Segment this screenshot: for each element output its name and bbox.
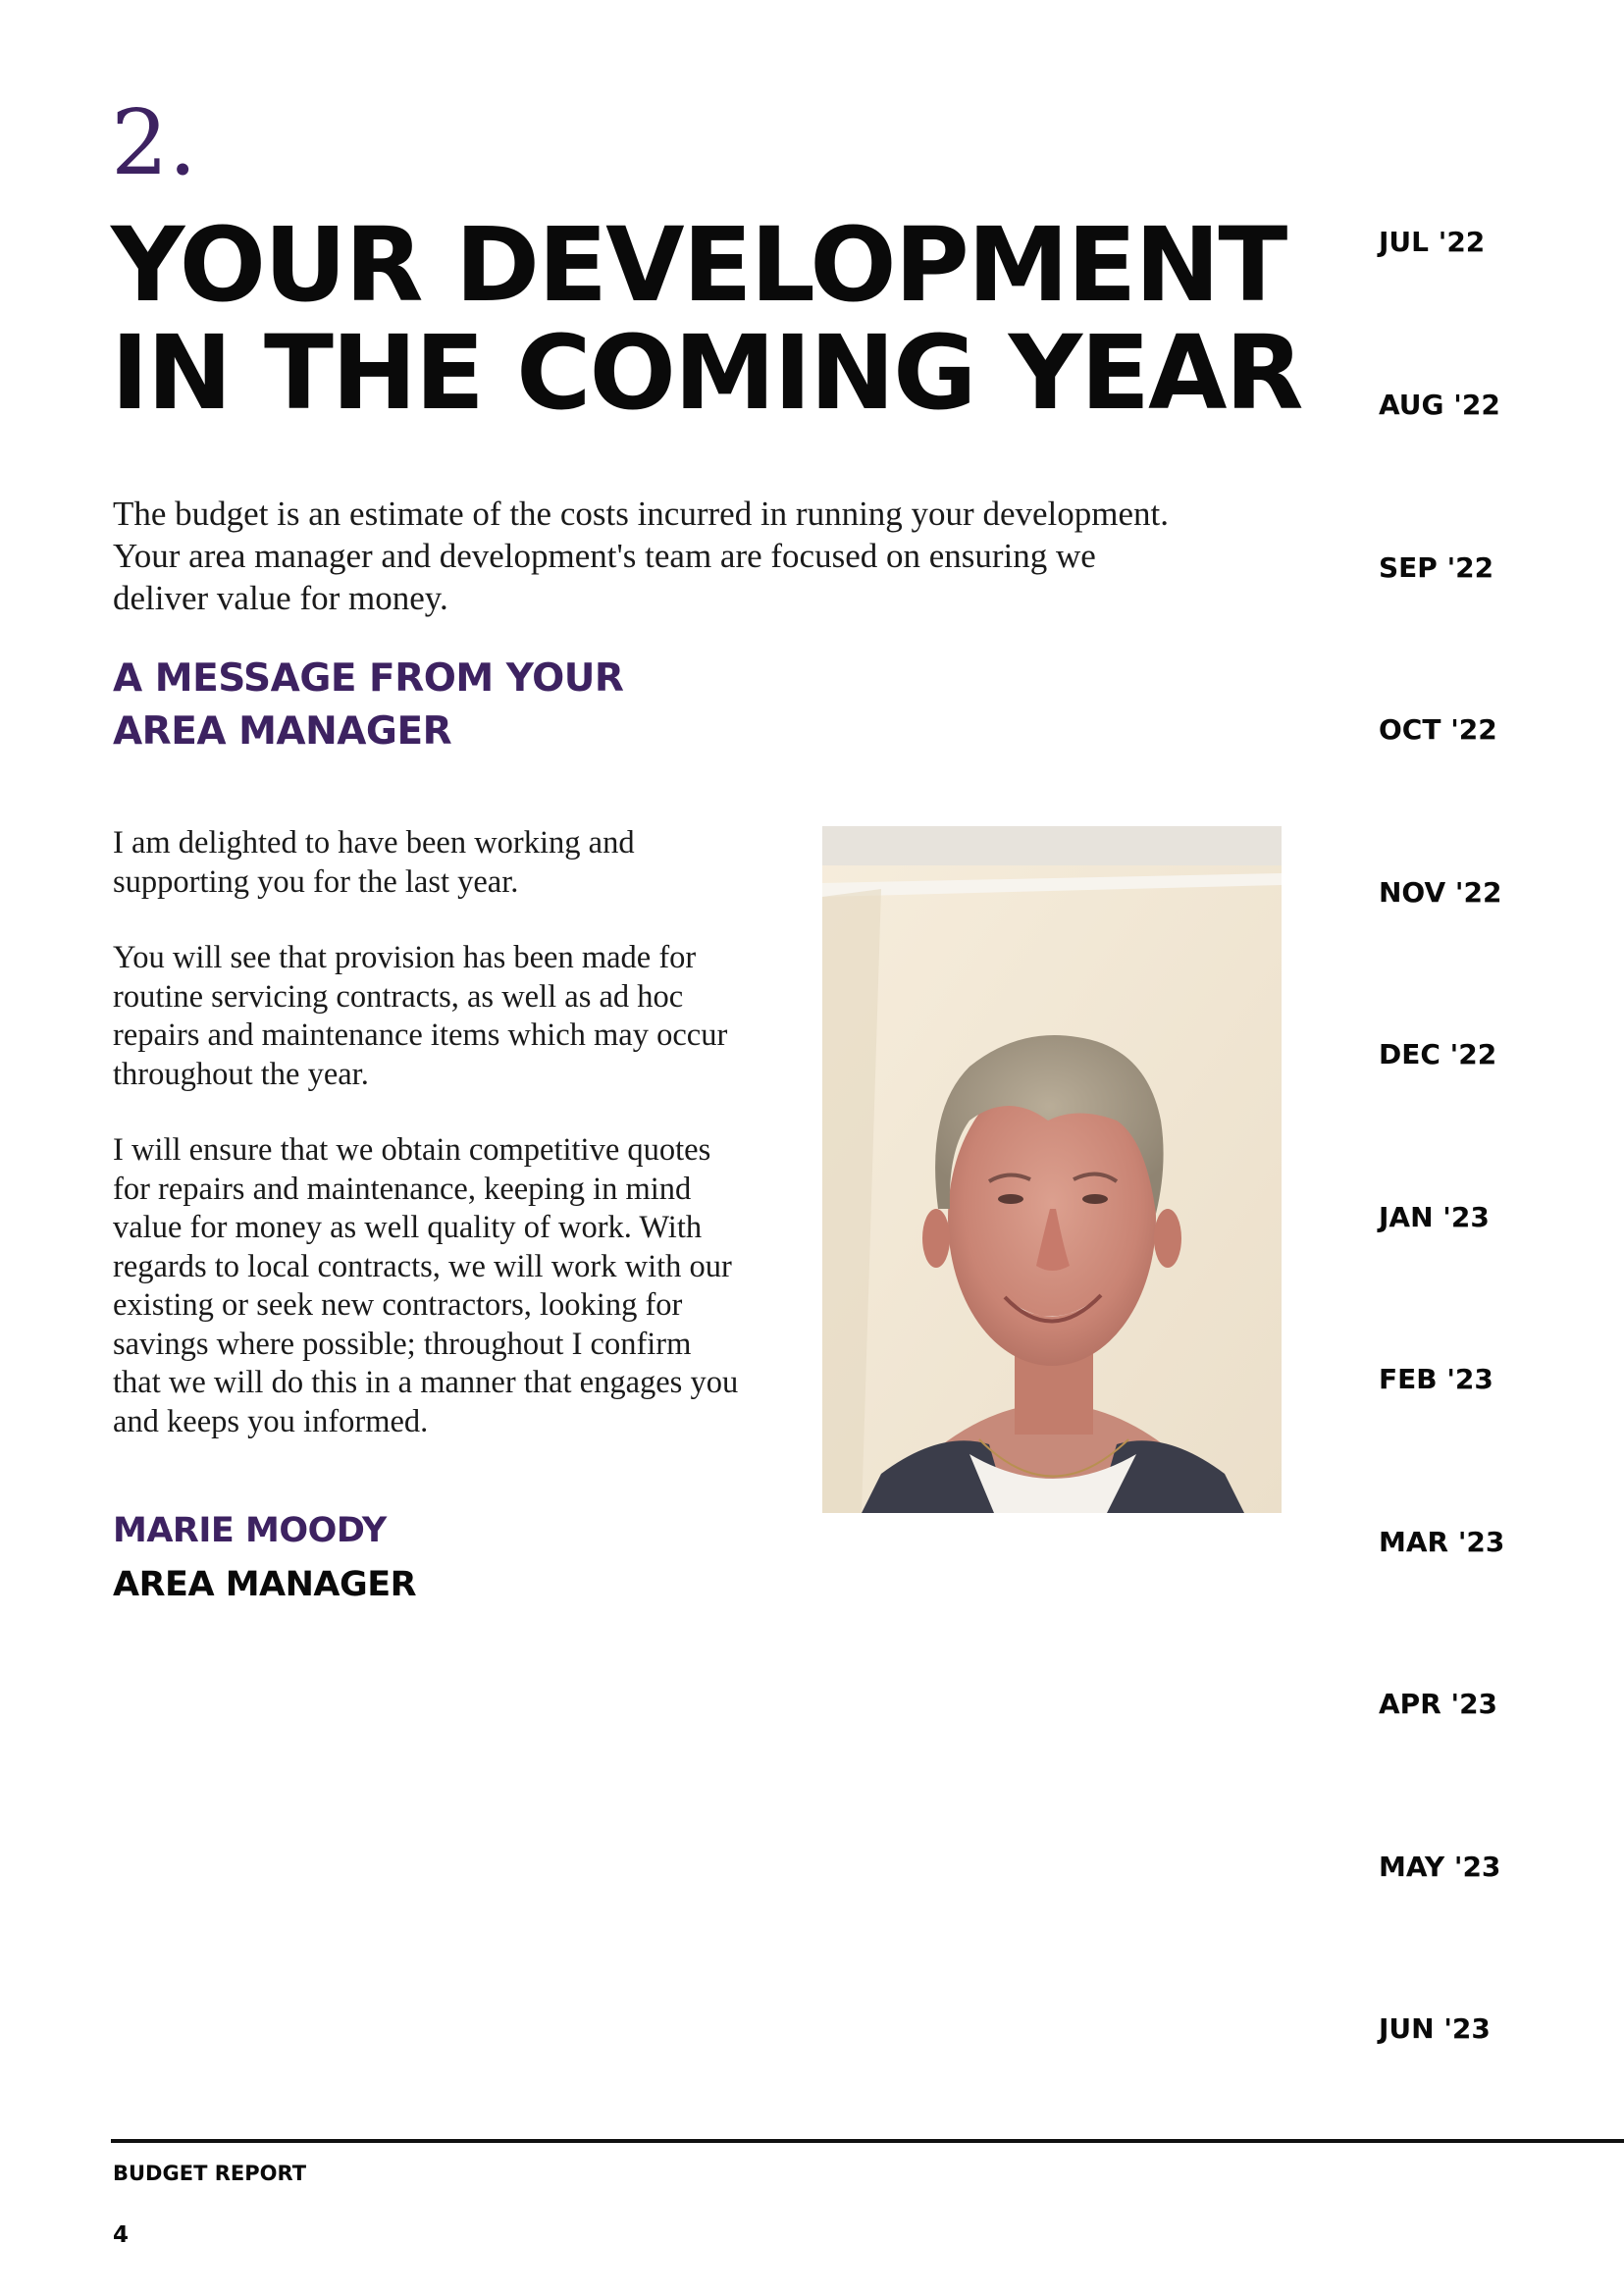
message-paragraph	[113, 1131, 800, 1441]
intro-line: Your area manager and development's team are focused on ensuring we	[113, 537, 1096, 575]
message-line: throughout the year.	[113, 1056, 369, 1092]
message-paragraph	[113, 939, 800, 1094]
message-line: that we will do this in a manner that engages you	[113, 1365, 739, 1400]
page-title-line: YOUR DEVELOPMENT	[111, 205, 1286, 325]
message-line: value for money as well quality of work. With	[113, 1210, 703, 1245]
month-label: SEP '22	[1379, 551, 1494, 584]
month-label: JUL '22	[1379, 226, 1486, 258]
portrait-illustration	[822, 826, 1282, 1513]
month-label: NOV '22	[1379, 876, 1502, 909]
month-label: JAN '23	[1379, 1201, 1490, 1233]
area-manager-photo	[822, 826, 1282, 1513]
message-line: repairs and maintenance items which may occur	[113, 1018, 728, 1053]
message-heading	[113, 652, 623, 758]
section-number: 2.	[111, 90, 197, 195]
signer-name: MARIE MOODY	[113, 1511, 387, 1550]
message-line: savings where possible; throughout I confirm	[113, 1326, 692, 1362]
intro-paragraph	[113, 493, 1339, 619]
message-line: I am delighted to have been working and	[113, 825, 635, 861]
month-label: DEC '22	[1379, 1038, 1497, 1070]
footer-label: BUDGET REPORT	[113, 2162, 307, 2185]
intro-line: deliver value for money.	[113, 579, 448, 617]
message-line: I will ensure that we obtain competitive quotes	[113, 1132, 711, 1168]
message-heading-line: AREA MANAGER	[113, 709, 452, 754]
page-number: 4	[113, 2222, 130, 2248]
message-line: existing or seek new contractors, looking for	[113, 1287, 683, 1323]
message-line: supporting you for the last year.	[113, 863, 519, 900]
intro-line: The budget is an estimate of the costs incurred in running your development.	[113, 495, 1169, 533]
page-title	[111, 205, 1337, 433]
message-body	[113, 824, 800, 1479]
month-label: AUG '22	[1379, 389, 1500, 421]
message-line: and keeps you informed.	[113, 1403, 429, 1439]
month-label: FEB '23	[1379, 1363, 1493, 1395]
month-label: MAR '23	[1379, 1526, 1505, 1558]
message-line: You will see that provision has been made for	[113, 940, 697, 975]
message-line: regards to local contracts, we will work with our	[113, 1248, 732, 1284]
month-label: JUN '23	[1379, 2012, 1491, 2045]
footer-divider	[111, 2139, 1624, 2143]
page-title-line: IN THE COMING YEAR	[111, 313, 1302, 433]
message-line: routine servicing contracts, as well as ad hoc	[113, 978, 684, 1015]
message-line: for repairs and maintenance, keeping in mind	[113, 1171, 692, 1207]
month-label: APR '23	[1379, 1688, 1498, 1720]
month-label: MAY '23	[1379, 1851, 1501, 1883]
message-heading-line: A MESSAGE FROM YOUR	[113, 656, 624, 701]
message-paragraph	[113, 824, 800, 902]
month-label: OCT '22	[1379, 713, 1497, 746]
signer-role: AREA MANAGER	[113, 1565, 417, 1604]
